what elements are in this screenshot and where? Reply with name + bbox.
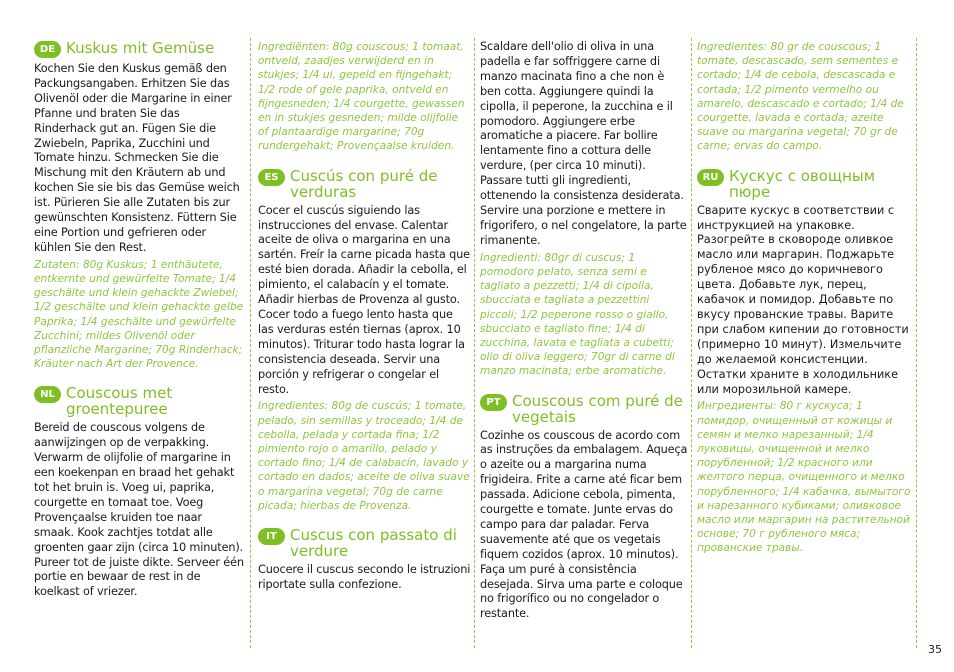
section-heading bbox=[258, 168, 471, 200]
recipe-ingredients-pt: Ingredientes: 80 gr de couscous; 1 tomate, descascado, sem sementes e cortado; 1/4 de cebola, descascada e cortada; 1/2 pimento vermelho ou amarelo, descascado e cortado; 1/4 de courgette, lavada e cortada; azeite suave ou margarina vegetal; 70 gr de carne; ervas do campo. bbox=[697, 41, 904, 153]
recipe-instructions-it-start: Cuocere il cuscus secondo le istruzioni riportate sulla confezione. bbox=[258, 563, 471, 591]
section-it bbox=[258, 527, 471, 593]
section-heading bbox=[480, 393, 688, 425]
section-es bbox=[258, 168, 471, 513]
recipe-instructions-nl: Bereid de couscous volgens de aanwijzingen op de verpakking. Verwarm de olijfolie of margarine in een koekenpan en braad het gehakt tot het bruin is. Voeg ui, paprika, courgette en tomaat toe. Voeg Provençaalse kruiden toe naar smaak. Kook zachtjes totdat alle groenten gaar zijn (circa 10 minuten). Pureer tot de juiste dikte. Serveer één portie en bewaar de rest in de koelkast of vriezer. bbox=[34, 421, 244, 599]
column-divider bbox=[916, 38, 917, 648]
recipe-instructions-it: Scaldare dell'olio di oliva in una padella e far soffriggere carne di manzo macinata fino a che non è ben cotta. Aggiungere quindi la cipolla, il peperone, la zucchina e il pomodoro. Aggiungere erbe aromatiche a piacere. Far bollire lentamente fino a cottura delle verdure, (per circa 10 minuti). Passare tutti gli ingredienti, ottenendo la consistenza desiderata. Servire una porzione e mettere in frigorifero, o nel congelatore, la parte rimanente. bbox=[480, 40, 687, 247]
recipe-ingredients-de: Zutaten: 80g Kuskus; 1 enthäutete, entkernte und gewürfelte Tomate; 1/4 geschälte und klein gehackte Zwiebel; 1/2 geschälte und klein gehackte gelbe Paprika; 1/4 geschälte und gewürfelte Zucchini; mildes Olivenöl oder pflanzliche Margarine; 70g Rinderhack; Kräuter nach Art der Provence. bbox=[34, 258, 244, 371]
section-de bbox=[34, 40, 245, 371]
recipe-instructions-ru: Сварите кускус в соответствии с инструкцией на упаковке. Разогрейте в сковороде оливкое масло или маргарин. Поджарьте рубленое мясо до коричневого цвета. Добавьте лук, перец, кабачок и помидор. Добавьте по вкусу прованские травы. Варите при слабом кипении до готовности (примерно 10 минут). Измельчите до желаемой консистенции. Остатки храните в холодильнике или морозильной камере. bbox=[697, 203, 909, 396]
column-divider bbox=[691, 38, 692, 648]
recipe-title-pt: Couscous com puré de vegetais bbox=[512, 391, 683, 426]
section-heading bbox=[258, 527, 471, 559]
language-badge-it: IT bbox=[258, 528, 285, 545]
recipe-title-es: Cuscús con puré de verduras bbox=[290, 166, 438, 201]
recipe-instructions-es: Cocer el cuscús siguiendo las instrucciones del envase. Calentar aceite de oliva o margarina en una sartén. Freír la carne picada hasta que esté bien dorada. Añadir la cebolla, el pimiento, el calabacín y el tomate. Añadir hierbas de Provenza al gusto. Cocer todo a fuego lento hasta que las verduras estén tiernas (aprox. 10 minutos). Triturar todo hasta lograr la consistencia deseada. Servir una porción y refrigerar o congelar el resto. bbox=[258, 203, 470, 396]
language-badge-de: DE bbox=[34, 41, 61, 58]
column-divider bbox=[474, 38, 475, 648]
column-2 bbox=[258, 40, 471, 607]
recipe-ingredients-es: Ingredientes: 80g de cuscús; 1 tomate, pelado, sin semillas y troceado; 1/4 de cebolla, pelada y cortada fina; 1/2 pimiento rojo o amarillo, pelado y cortado fino; 1/4 de calabacín, lavado y cortado en dados; aceite de oliva suave o margarina vegetal; 70g de carne picada; hierbas de Provenza. bbox=[258, 400, 470, 512]
section-heading bbox=[34, 385, 245, 417]
section-it-continued bbox=[480, 40, 688, 379]
section-heading bbox=[34, 40, 245, 58]
recipe-instructions-pt: Cozinhe os couscous de acordo com as instruções da embalagem. Aqueça o azeite ou a margarina numa frigideira. Frite a carne até ficar bem passada. Adicione cebola, pimenta, courgette e tomate. Junte ervas do campo para dar paladar. Ferva suavemente até que os vegetais fiquem cozidos (aprox. 10 minutos). Faça um puré à consistência desejada. Sirva uma parte e coloque no frigorífico ou no congelador o restante. bbox=[480, 428, 688, 621]
language-badge-pt: PT bbox=[480, 394, 507, 411]
recipe-ingredients-it: Ingredienti: 80gr di cuscus; 1 pomodoro pelato, senza semi e tagliato a pezzetti; 1/4 di cipolla, sbucciata e tagliata a pezzettini piccoli; 1/2 peperone rosso o giallo, sbucciato e tagliato fine; 1/4 di zucchina, lavata e tagliata a cubetti; olio di oliva leggero; 70gr di carne di manzo macinata; erbe aromatiche. bbox=[480, 251, 675, 378]
page-number: 35 bbox=[928, 643, 942, 656]
section-pt bbox=[480, 393, 688, 623]
recipe-title-it: Cuscus con passato di verdure bbox=[290, 526, 457, 561]
recipe-ingredients-ru: Ингредиенты: 80 г кускуса; 1 помидор, очищенный от кожицы и семян и мелко нарезанный; 1/4 луковицы, очищенной и мелко порубленной; 1/2 красного или желтого перца, очищенного и мелко порубленного; 1/4 кабачка, вымытого и нарезанного кубиками; оливковое масло или маргарин на растительной основе; 70 г рубленого мяса; прованские травы. bbox=[697, 400, 911, 555]
section-heading bbox=[697, 168, 913, 200]
column-1 bbox=[34, 40, 245, 614]
recipe-title-ru: Кускус с овощным пюре bbox=[729, 166, 876, 201]
recipe-instructions-de: Kochen Sie den Kuskus gemäß den Packungsangaben. Erhitzen Sie das Olivenöl oder die Margarine in einer Pfanne und braten Sie das Rinderhack gut an. Fügen Sie die Zwiebeln, Paprika, Zucchini und Tomate hinzu. Schmecken Sie die Mischung mit den Kräutern ab und kochen Sie sie bis das Gemüse weich ist. Pürieren Sie alle Zutaten bis zur gewünschten Konsistenz. Füttern Sie eine Portion und gefrieren oder kühlen Sie den Rest. bbox=[34, 62, 240, 254]
section-ru bbox=[697, 168, 913, 556]
column-3 bbox=[480, 40, 688, 636]
recipe-title-de: Kuskus mit Gemüse bbox=[66, 39, 215, 57]
language-badge-es: ES bbox=[258, 169, 285, 186]
language-badge-ru: RU bbox=[697, 169, 724, 186]
language-badge-nl: NL bbox=[34, 386, 61, 403]
recipe-title-nl: Couscous met groentepuree bbox=[66, 384, 173, 419]
column-divider bbox=[250, 38, 251, 648]
column-4 bbox=[697, 40, 913, 570]
section-nl bbox=[34, 385, 245, 600]
recipe-ingredients-nl: Ingrediënten: 80g couscous; 1 tomaat, ontveld, zaadjes verwijderd en in stukjes; 1/4 ui, gepeld en fijngehakt; 1/2 rode of gele paprika, ontveld en fijngesneden; 1/4 courgette, gewassen en in stukjes gesneden; milde olijfolie of plantaardige margarine; 70g rundergehakt; Provençaalse kruiden. bbox=[258, 41, 465, 153]
section-nl-continued bbox=[258, 40, 471, 154]
section-pt-continued bbox=[697, 40, 913, 154]
